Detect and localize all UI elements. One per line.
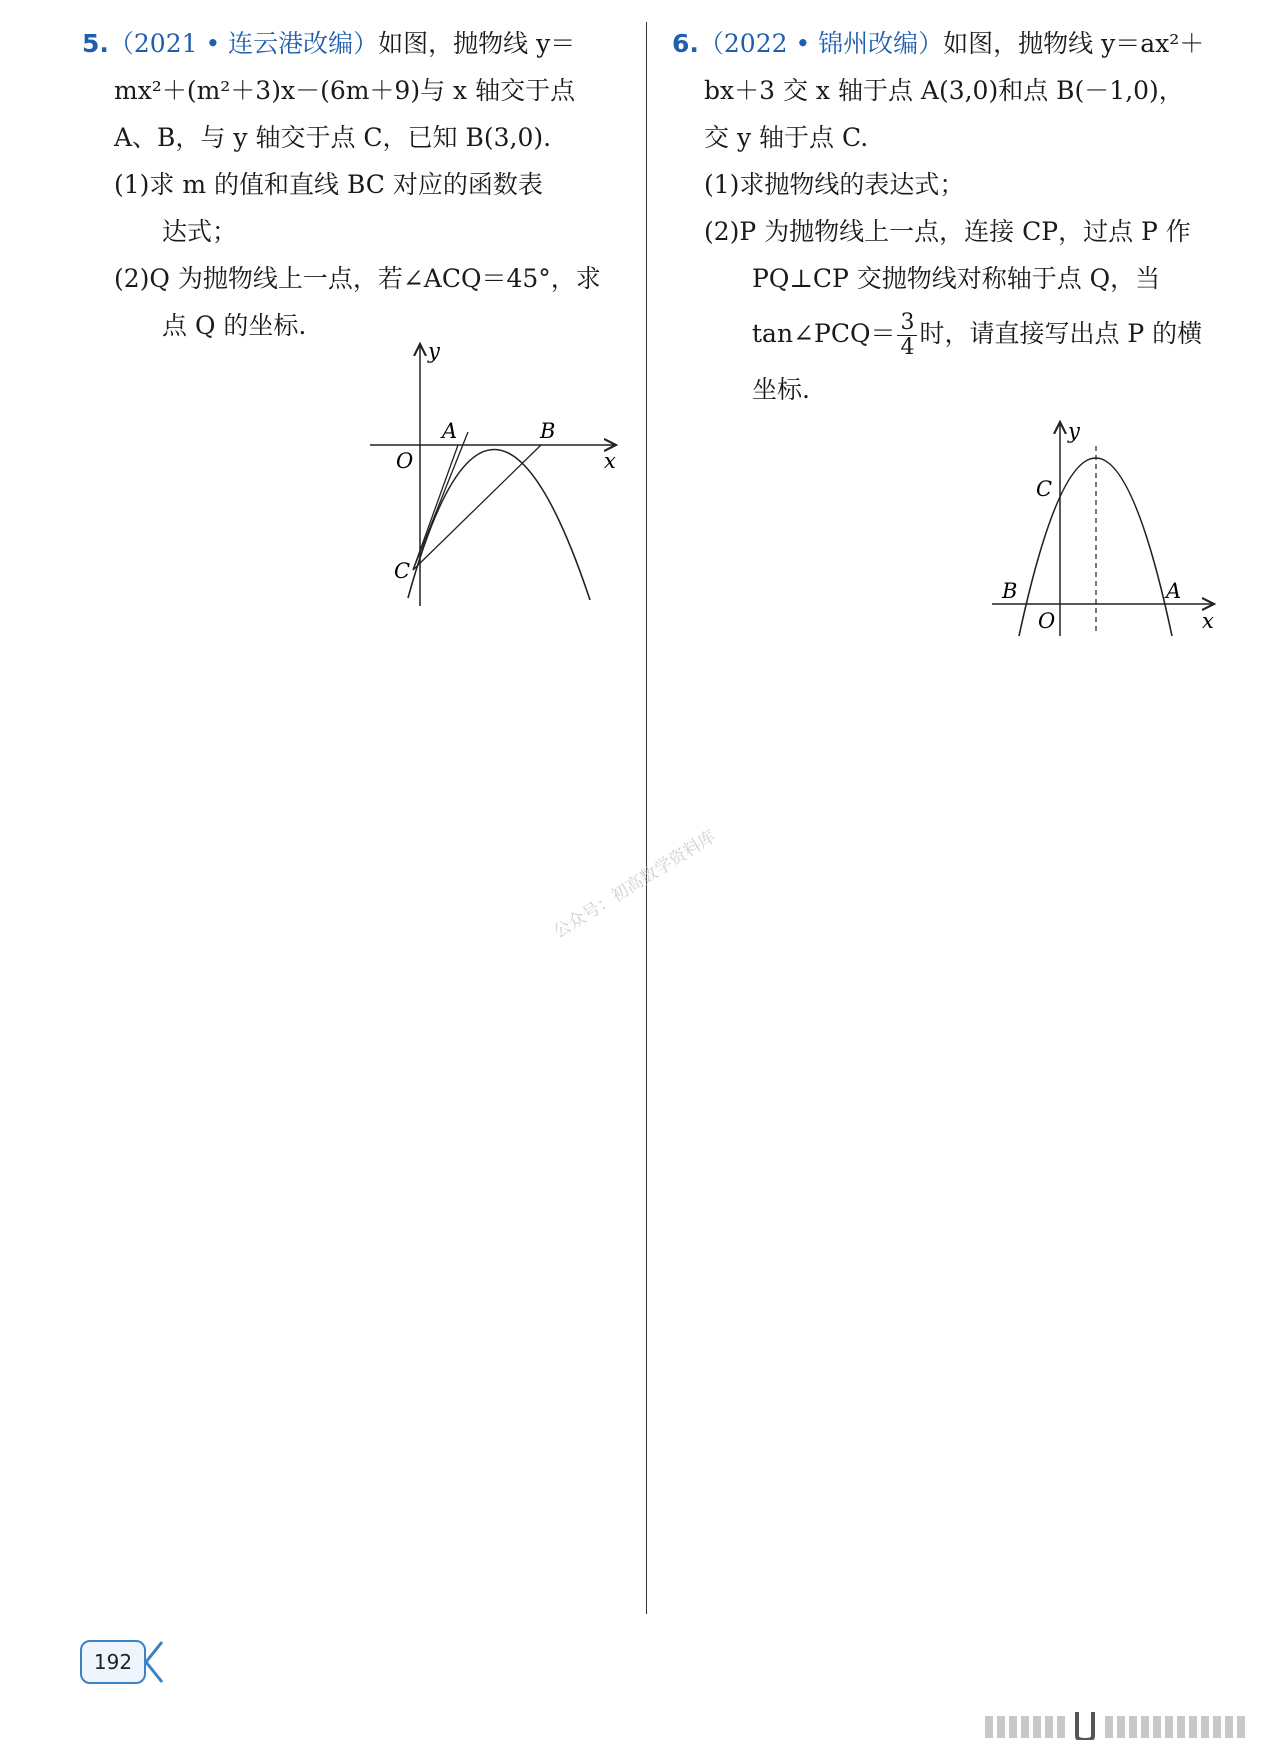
problem-5-stem-1: 如图，抛物线 y＝ bbox=[378, 29, 576, 58]
problem-6-number: 6. bbox=[672, 29, 699, 58]
fraction-three-quarters bbox=[897, 311, 917, 360]
label-a: A bbox=[442, 419, 458, 443]
problem-5-question-2: (2)Q 为抛物线上一点，若∠ACQ＝45°，求 bbox=[114, 264, 601, 293]
label-a: A bbox=[1166, 579, 1182, 603]
label-c: C bbox=[394, 559, 411, 583]
problem-6-stem-2: bx＋3 交 x 轴于点 A(3,0)和点 B(－1,0)， bbox=[704, 76, 1184, 105]
watermark: 公众号：初高数学资料库 bbox=[550, 826, 720, 943]
problem-6-question-2-end: 坐标. bbox=[752, 375, 810, 404]
problem-6-question-2-tail: 时，请直接写出点 P 的横 bbox=[919, 319, 1203, 348]
problem-6-figure bbox=[984, 416, 1224, 646]
problem-6-source: （2022 • 锦州改编） bbox=[698, 29, 944, 58]
label-x: x bbox=[604, 449, 616, 473]
chevron-left-icon bbox=[142, 1640, 166, 1684]
problem-6 bbox=[672, 20, 1212, 413]
page-number: 192 bbox=[80, 1640, 146, 1684]
segment-cq bbox=[413, 432, 468, 570]
column-divider bbox=[646, 22, 647, 1614]
problem-5-question-1: (1)求 m 的值和直线 BC 对应的函数表 bbox=[114, 170, 543, 199]
problem-6-stem-3: 交 y 轴于点 C. bbox=[704, 123, 869, 152]
label-o: O bbox=[396, 449, 414, 473]
problem-6-tan-expression: tan∠PCQ＝ bbox=[752, 319, 896, 348]
problem-5-stem-3: A、B，与 y 轴交于点 C，已知 B(3,0). bbox=[114, 123, 552, 152]
problem-5-source: （2021 • 连云港改编） bbox=[108, 29, 379, 58]
problem-6-stem-1: 如图，抛物线 y＝ax²＋ bbox=[943, 29, 1205, 58]
parabola-curve bbox=[408, 449, 590, 600]
label-x: x bbox=[1202, 609, 1214, 633]
problem-5 bbox=[82, 20, 622, 349]
label-y: y bbox=[428, 339, 440, 363]
label-c: C bbox=[1036, 477, 1053, 501]
barcode-strip bbox=[985, 1712, 1255, 1740]
label-o: O bbox=[1038, 609, 1056, 633]
fraction-denominator: 4 bbox=[900, 335, 915, 360]
problem-6-question-2-cont: PQ⊥CP 交抛物线对称轴于点 Q，当 bbox=[752, 264, 1161, 293]
problem-5-question-2-cont: 点 Q 的坐标. bbox=[162, 311, 307, 340]
problem-6-question-1: (1)求抛物线的表达式； bbox=[704, 170, 965, 199]
problem-5-figure bbox=[368, 338, 628, 608]
page-number-badge bbox=[80, 1640, 166, 1684]
problem-5-question-1-cont: 达式； bbox=[162, 217, 238, 246]
label-b: B bbox=[1002, 579, 1018, 603]
fraction-numerator: 3 bbox=[897, 311, 917, 336]
problem-5-stem-2: mx²＋(m²＋3)x－(6m＋9)与 x 轴交于点 bbox=[114, 76, 576, 105]
segment-cb bbox=[413, 445, 541, 570]
label-b: B bbox=[540, 419, 556, 443]
label-y: y bbox=[1068, 419, 1080, 443]
problem-5-number: 5. bbox=[82, 29, 109, 58]
problem-6-question-2: (2)P 为抛物线上一点，连接 CP，过点 P 作 bbox=[704, 217, 1191, 246]
